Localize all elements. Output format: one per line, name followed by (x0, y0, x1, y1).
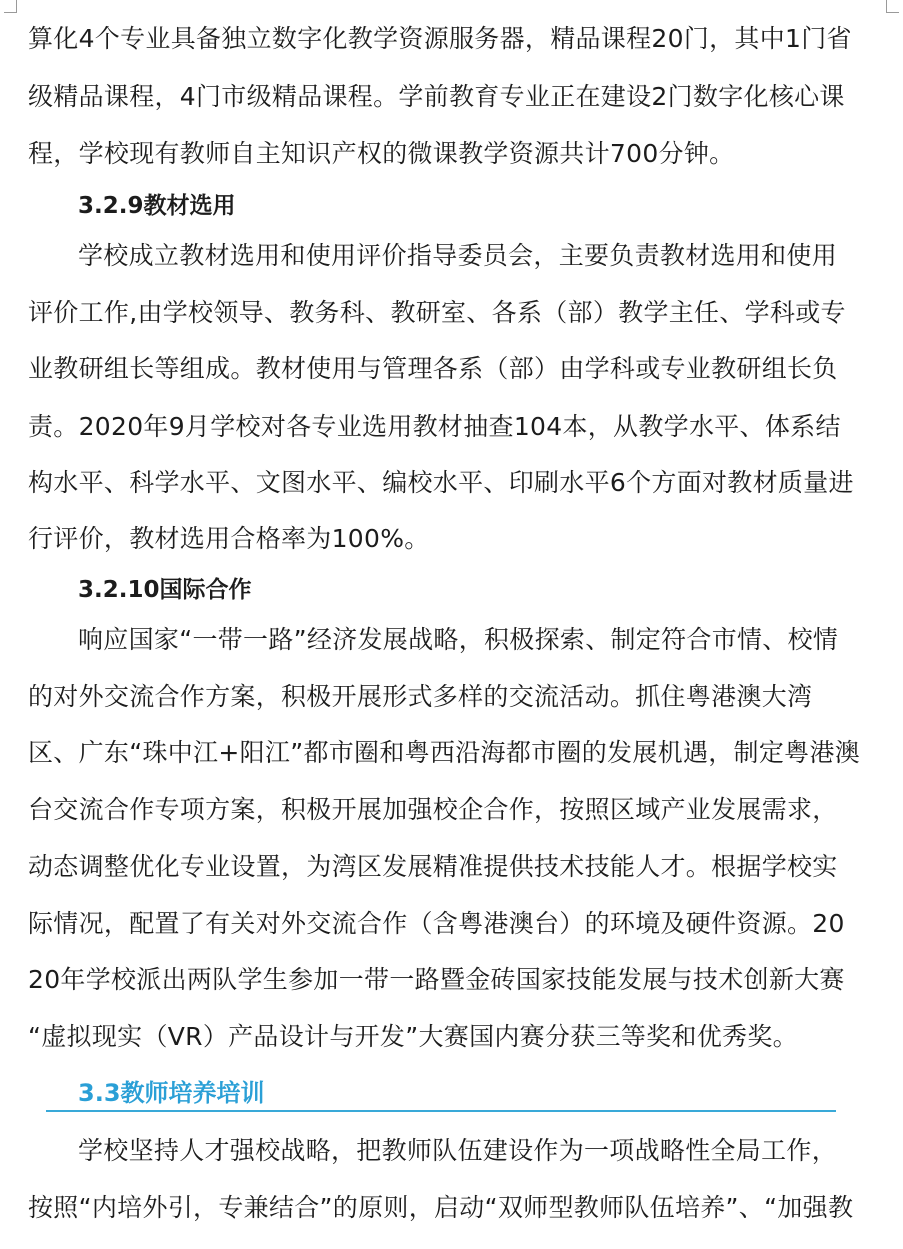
paragraph-line: 的对外交流合作方案，积极开展形式多样的交流活动。抓住粤港澳大湾 (28, 682, 813, 711)
paragraph-line: 动态调整优化专业设置，为湾区发展精准提供技术技能人才。根据学校实 (28, 852, 838, 881)
section-heading-underline (46, 1110, 836, 1112)
subsection-heading-3210: 3.2.10国际合作 (78, 577, 252, 603)
paragraph-line: 责。2020年9月学校对各专业选用教材抽查104本，从教学水平、体系结 (28, 412, 841, 441)
subsection-heading-329: 3.2.9教材选用 (78, 193, 236, 219)
paragraph-line: 20年学校派出两队学生参加一带一路暨金砖国家技能发展与技术创新大赛 (28, 965, 845, 994)
paragraph-line: 业教研组长等组成。教材使用与管理各系（部）由学科或专业教研组长负 (28, 354, 838, 383)
paragraph-line: 行评价，教材选用合格率为100%。 (28, 524, 430, 553)
paragraph-line: 评价工作,由学校领导、教务科、教研室、各系（部）教学主任、学科或专 (28, 298, 846, 327)
paragraph-line: 响应国家“一带一路”经济发展战略，积极探索、制定符合市情、校情 (78, 625, 839, 654)
paragraph-line: 台交流合作专项方案，积极开展加强校企合作，按照区域产业发展需求， (28, 795, 838, 824)
paragraph-line: 级精品课程，4门市级精品课程。学前教育专业正在建设2门数字化核心课 (28, 82, 845, 111)
paragraph-line: 构水平、科学水平、文图水平、编校水平、印刷水平6个方面对教材质量进 (28, 468, 854, 497)
paragraph-line: 程，学校现有教师自主知识产权的微课教学资源共计700分钟。 (28, 139, 735, 168)
paragraph-line: 区、广东“珠中江+阳江”都市圈和粤西沿海都市圈的发展机遇，制定粤港澳 (28, 738, 861, 767)
paragraph-line: 学校成立教材选用和使用评价指导委员会，主要负责教材选用和使用 (78, 241, 838, 270)
section-heading-33: 3.3教师培养培训 (78, 1079, 265, 1107)
paragraph-line: 算化4个专业具备独立数字化教学资源服务器，精品课程20门，其中1门省 (28, 24, 852, 53)
paragraph-line: 学校坚持人才强校战略，把教师队伍建设作为一项战略性全局工作， (78, 1136, 838, 1165)
paragraph-line: 际情况，配置了有关对外交流合作（含粤港澳台）的环境及硬件资源。20 (28, 909, 845, 938)
paragraph-line: “虚拟现实（VR）产品设计与开发”大赛国内赛分获三等奖和优秀奖。 (28, 1022, 798, 1051)
paragraph-line: 按照“内培外引，专兼结合”的原则，启动“双师型教师队伍培养”、“加强教 (28, 1193, 854, 1222)
